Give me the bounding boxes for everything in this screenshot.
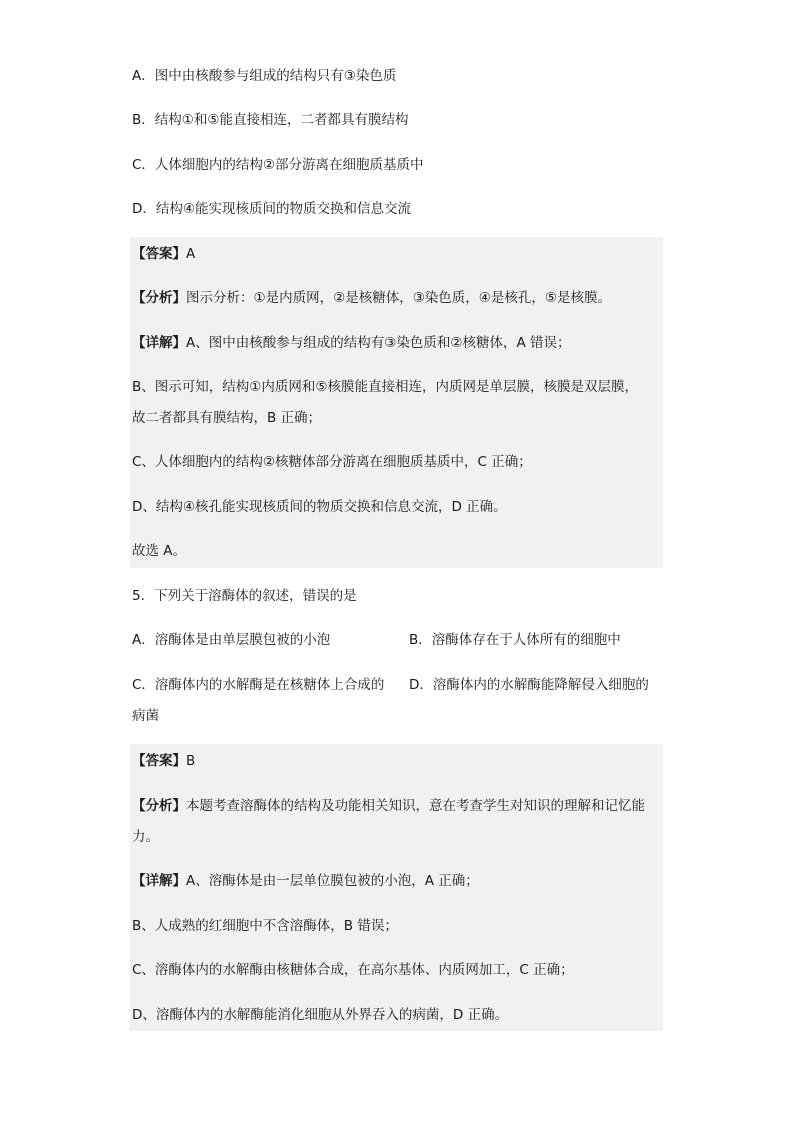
q4-option-d: D．结构④能实现核质间的物质交换和信息交流	[132, 201, 411, 217]
q5-analysis-line2: 力。	[132, 829, 159, 845]
q5-option-a: A．溶酶体是由单层膜包被的小泡	[132, 632, 331, 648]
answer-tag: 【答案】	[132, 246, 186, 262]
q4-detail-b-line2: 故二者都具有膜结构，B 正确；	[132, 410, 322, 426]
analysis-text: 本题考查溶酶体的结构及功能相关知识，意在考查学生对知识的理解和记忆能	[186, 798, 645, 814]
q5-detail-c: C、溶酶体内的水解酶由核糖体合成，在高尔基体、内质网加工，C 正确；	[132, 962, 574, 978]
analysis-text: 图示分析：①是内质网，②是核糖体，③染色质，④是核孔，⑤是核膜。	[186, 290, 612, 306]
q4-detail-b-line1: B、图示可知，结构①内质网和⑤核膜能直接相连，内质网是单层膜，核膜是双层膜，	[132, 379, 638, 395]
answer-value: B	[186, 753, 196, 769]
q4-analysis-line	[132, 288, 611, 308]
q5-answer-line	[132, 751, 195, 771]
detail-text: A、溶酶体是由一层单位膜包被的小泡，A 正确；	[186, 873, 479, 889]
q5-detail-a	[132, 871, 479, 891]
answer-tag: 【答案】	[132, 753, 186, 769]
analysis-tag: 【分析】	[132, 290, 186, 306]
q5-detail-d: D、溶酶体内的水解酶能消化细胞从外界吞入的病菌，D 正确。	[132, 1007, 509, 1023]
q4-answer-block	[130, 237, 663, 568]
q4-conclusion: 故选 A。	[132, 543, 187, 559]
q4-detail-a	[132, 333, 570, 353]
q4-detail-d: D、结构④核孔能实现核质间的物质交换和信息交流，D 正确。	[132, 499, 507, 515]
q5-option-d: D．溶酶体内的水解酶能降解侵入细胞的	[409, 677, 649, 693]
q4-option-b: B．结构①和⑤能直接相连，二者都具有膜结构	[132, 112, 409, 128]
detail-text: A、图中由核酸参与组成的结构有③染色质和②核糖体，A 错误；	[186, 335, 571, 351]
detail-tag: 【详解】	[132, 335, 186, 351]
q5-stem: 5．下列关于溶酶体的叙述，错误的是	[132, 588, 357, 604]
answer-value: A	[186, 246, 196, 262]
q5-option-d-continued: 病菌	[132, 708, 159, 724]
q5-option-b: B．溶酶体存在于人体所有的细胞中	[409, 632, 621, 648]
q5-option-c: C．溶酶体内的水解酶是在核糖体上合成的	[132, 677, 385, 693]
q5-analysis-line1	[132, 796, 645, 816]
q4-answer-line	[132, 244, 195, 264]
q5-detail-b: B、人成熟的红细胞中不含溶酶体，B 错误；	[132, 918, 398, 934]
analysis-tag: 【分析】	[132, 798, 186, 814]
q4-option-a: A．图中由核酸参与组成的结构只有③染色质	[132, 68, 397, 84]
q4-detail-c: C、人体细胞内的结构②核糖体部分游离在细胞质基质中，C 正确；	[132, 454, 532, 470]
detail-tag: 【详解】	[132, 873, 186, 889]
q4-option-c: C．人体细胞内的结构②部分游离在细胞质基质中	[132, 157, 424, 173]
